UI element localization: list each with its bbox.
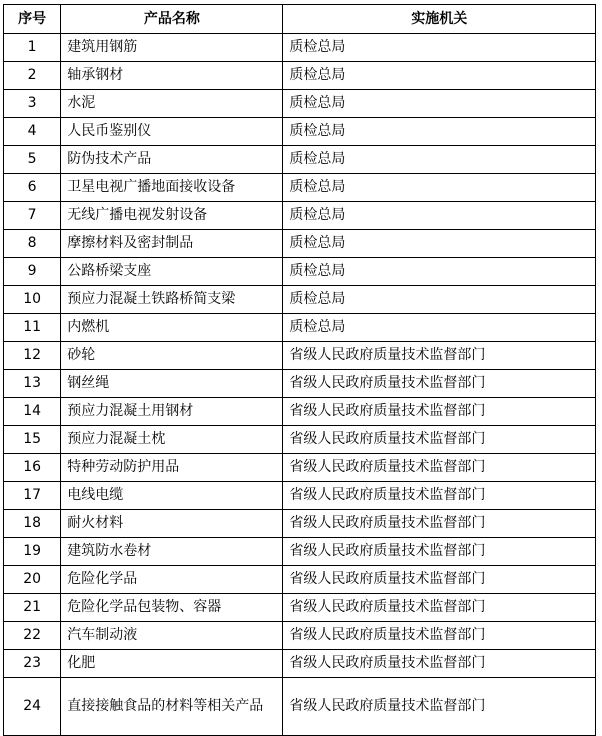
row-product-name: 危险化学品包装物、容器 — [61, 594, 283, 622]
product-table — [3, 4, 596, 736]
table-row — [4, 510, 596, 538]
row-product-name: 化肥 — [61, 650, 283, 678]
row-agency: 质检总局 — [283, 258, 596, 286]
row-product-name: 预应力混凝土用钢材 — [61, 398, 283, 426]
row-number: 22 — [4, 622, 61, 650]
row-number: 20 — [4, 566, 61, 594]
row-agency: 省级人民政府质量技术监督部门 — [283, 342, 596, 370]
row-product-name: 预应力混凝土枕 — [61, 426, 283, 454]
row-agency: 省级人民政府质量技术监督部门 — [283, 510, 596, 538]
table-row — [4, 146, 596, 174]
row-product-name: 公路桥梁支座 — [61, 258, 283, 286]
row-product-name: 耐火材料 — [61, 510, 283, 538]
row-agency: 省级人民政府质量技术监督部门 — [283, 594, 596, 622]
table-row — [4, 678, 596, 736]
table-row — [4, 538, 596, 566]
table-body — [4, 34, 596, 736]
row-number: 13 — [4, 370, 61, 398]
row-agency: 质检总局 — [283, 230, 596, 258]
table-row — [4, 258, 596, 286]
row-agency: 省级人民政府质量技术监督部门 — [283, 482, 596, 510]
table-row — [4, 594, 596, 622]
row-product-name: 防伪技术产品 — [61, 146, 283, 174]
table-row — [4, 118, 596, 146]
row-agency: 省级人民政府质量技术监督部门 — [283, 622, 596, 650]
row-number: 3 — [4, 90, 61, 118]
row-number: 8 — [4, 230, 61, 258]
row-agency: 质检总局 — [283, 314, 596, 342]
row-agency: 省级人民政府质量技术监督部门 — [283, 566, 596, 594]
row-number: 24 — [4, 678, 61, 736]
row-product-name: 危险化学品 — [61, 566, 283, 594]
row-agency: 质检总局 — [283, 90, 596, 118]
row-number: 4 — [4, 118, 61, 146]
row-number: 15 — [4, 426, 61, 454]
row-number: 1 — [4, 34, 61, 62]
row-agency: 省级人民政府质量技术监督部门 — [283, 538, 596, 566]
row-product-name: 预应力混凝土铁路桥简支梁 — [61, 286, 283, 314]
row-number: 2 — [4, 62, 61, 90]
row-agency: 省级人民政府质量技术监督部门 — [283, 650, 596, 678]
table-row — [4, 370, 596, 398]
row-number: 9 — [4, 258, 61, 286]
row-product-name: 特种劳动防护用品 — [61, 454, 283, 482]
table-row — [4, 622, 596, 650]
row-number: 11 — [4, 314, 61, 342]
row-product-name: 钢丝绳 — [61, 370, 283, 398]
table-row — [4, 426, 596, 454]
header-product-name: 产品名称 — [61, 5, 283, 34]
table-row — [4, 230, 596, 258]
row-agency: 质检总局 — [283, 34, 596, 62]
row-product-name: 建筑用钢筋 — [61, 34, 283, 62]
table-row — [4, 398, 596, 426]
table-row — [4, 650, 596, 678]
table-row — [4, 314, 596, 342]
header-number: 序号 — [4, 5, 61, 34]
row-product-name: 汽车制动液 — [61, 622, 283, 650]
row-number: 16 — [4, 454, 61, 482]
row-number: 10 — [4, 286, 61, 314]
row-agency: 质检总局 — [283, 146, 596, 174]
row-number: 14 — [4, 398, 61, 426]
table-row — [4, 202, 596, 230]
row-agency: 省级人民政府质量技术监督部门 — [283, 370, 596, 398]
row-agency: 质检总局 — [283, 174, 596, 202]
row-product-name: 水泥 — [61, 90, 283, 118]
row-number: 18 — [4, 510, 61, 538]
table-row — [4, 286, 596, 314]
table-row — [4, 34, 596, 62]
row-agency: 质检总局 — [283, 118, 596, 146]
table-row — [4, 342, 596, 370]
row-number: 5 — [4, 146, 61, 174]
row-product-name: 摩擦材料及密封制品 — [61, 230, 283, 258]
table-row — [4, 90, 596, 118]
row-agency: 省级人民政府质量技术监督部门 — [283, 426, 596, 454]
row-product-name: 卫星电视广播地面接收设备 — [61, 174, 283, 202]
table-row — [4, 62, 596, 90]
row-agency: 质检总局 — [283, 62, 596, 90]
row-number: 21 — [4, 594, 61, 622]
row-product-name: 直接接触食品的材料等相关产品 — [61, 678, 283, 736]
row-product-name: 内燃机 — [61, 314, 283, 342]
table-row — [4, 566, 596, 594]
row-number: 23 — [4, 650, 61, 678]
row-product-name: 砂轮 — [61, 342, 283, 370]
row-agency: 质检总局 — [283, 202, 596, 230]
row-number: 12 — [4, 342, 61, 370]
row-number: 7 — [4, 202, 61, 230]
row-product-name: 无线广播电视发射设备 — [61, 202, 283, 230]
row-agency: 省级人民政府质量技术监督部门 — [283, 454, 596, 482]
table-row — [4, 174, 596, 202]
row-product-name: 轴承钢材 — [61, 62, 283, 90]
row-number: 17 — [4, 482, 61, 510]
header-agency: 实施机关 — [283, 5, 596, 34]
row-agency: 质检总局 — [283, 286, 596, 314]
table-header-row — [4, 5, 596, 34]
row-product-name: 建筑防水卷材 — [61, 538, 283, 566]
row-number: 6 — [4, 174, 61, 202]
table-row — [4, 482, 596, 510]
row-product-name: 电线电缆 — [61, 482, 283, 510]
row-agency: 省级人民政府质量技术监督部门 — [283, 398, 596, 426]
row-number: 19 — [4, 538, 61, 566]
row-agency: 省级人民政府质量技术监督部门 — [283, 678, 596, 736]
row-product-name: 人民币鉴别仪 — [61, 118, 283, 146]
table-row — [4, 454, 596, 482]
